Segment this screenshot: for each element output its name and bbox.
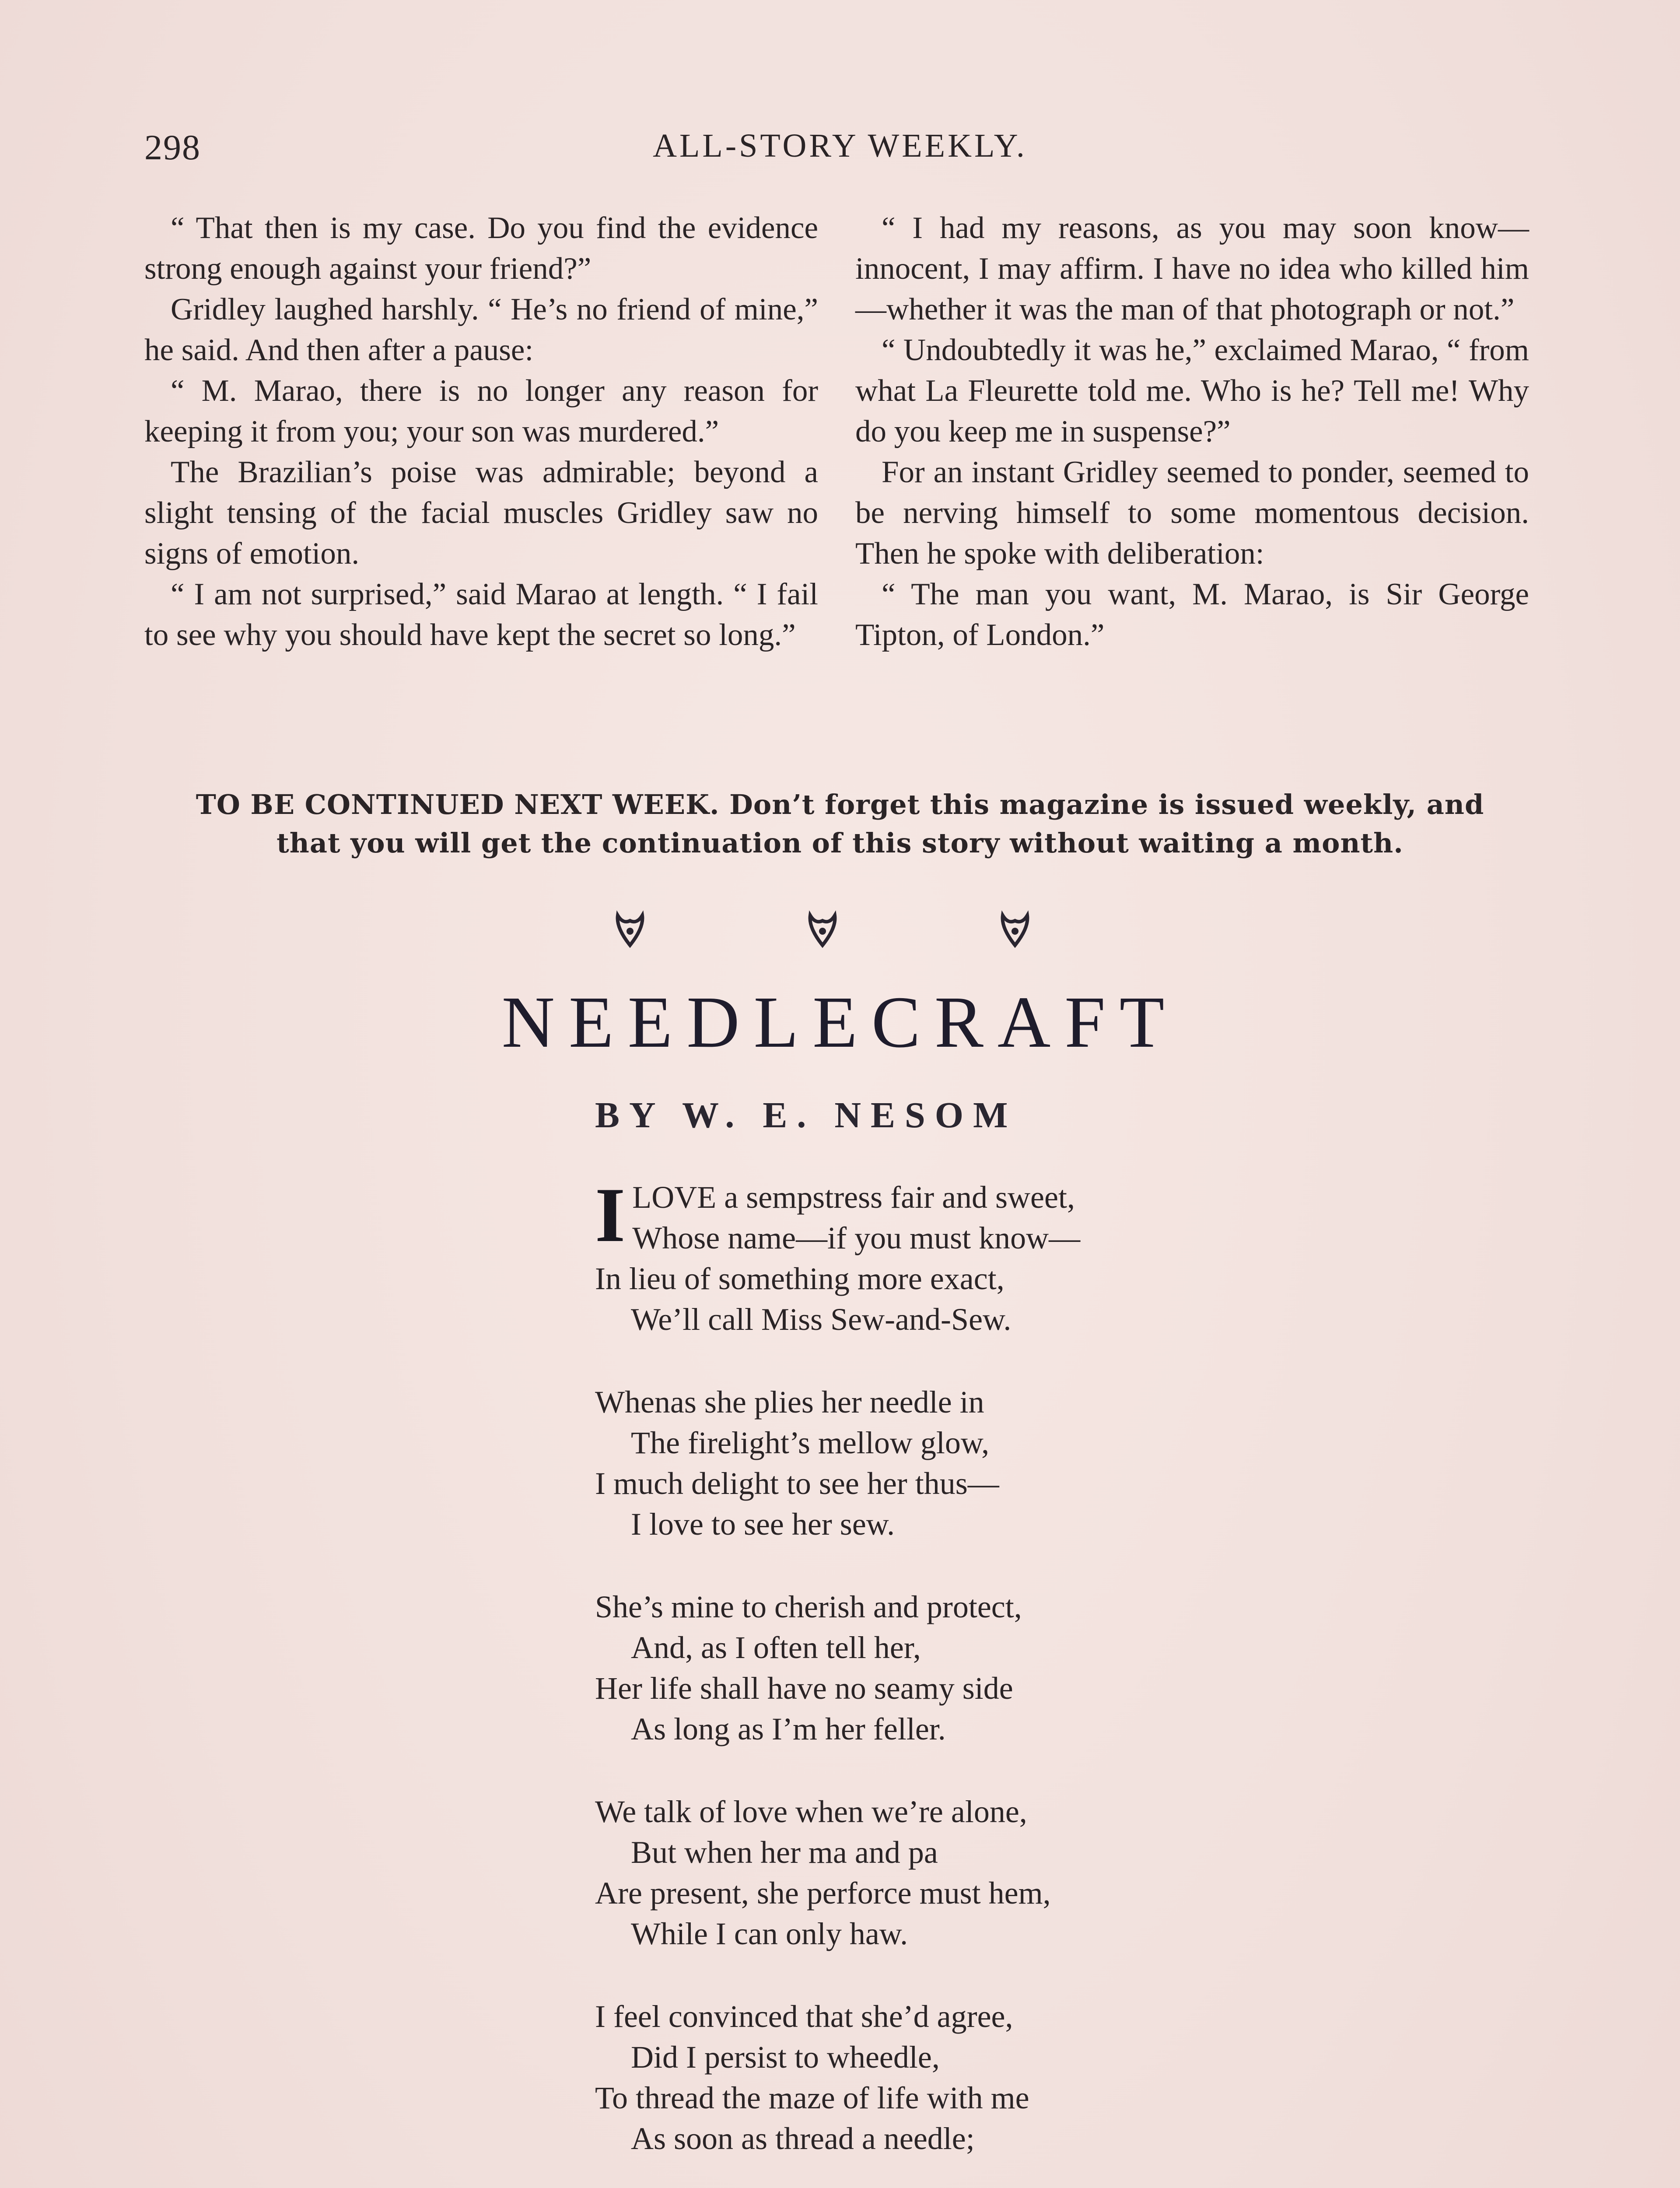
poem-line: As soon as thread a needle;	[631, 2121, 975, 2156]
page-header	[144, 127, 1536, 175]
poem-line: She’s mine to cherish and protect,	[595, 1589, 1022, 1624]
page-number: 298	[144, 127, 201, 167]
story-paragraph: “ That then is my case. Do you find the evidence strong enough against your friend?”	[144, 211, 818, 286]
running-head: ALL-STORY WEEKLY.	[653, 127, 1027, 164]
story-paragraph: “ M. Marao, there is no longer any reason for keeping it from you; your son was murdered.”	[144, 374, 818, 449]
poem-line: Whenas she plies her needle in	[595, 1385, 984, 1420]
poem-title: NEEDLECRAFT	[501, 982, 1179, 1063]
poem-line: I love to see her sew.	[631, 1507, 895, 1542]
poem-line: But when her ma and pa	[631, 1835, 938, 1870]
poem-line: We talk of love when we’re alone,	[595, 1794, 1027, 1829]
story-paragraph: For an instant Gridley seemed to ponder, seemed to be nerving himself to some momentous decision. Then he spoke with deliberation:	[855, 455, 1529, 571]
poem-line: LOVE a sempstress fair and sweet,	[632, 1180, 1075, 1215]
notice-line: TO BE CONTINUED NEXT WEEK. Don’t forget this magazine is issued weekly, and	[196, 789, 1484, 820]
poem-line: Did I persist to wheedle,	[631, 2040, 940, 2075]
right-column	[855, 208, 1529, 656]
poem-line: We’ll call Miss Sew-and-Sew.	[631, 1302, 1012, 1337]
poem-line: I much delight to see her thus—	[595, 1466, 999, 1501]
poem-stanza	[595, 1382, 1251, 1545]
story-paragraph: “ I am not surprised,” said Marao at length. “ I fail to see why you should have kept the secret so long.”	[144, 577, 818, 652]
continued-notice	[144, 785, 1536, 863]
poem-stanza	[595, 1587, 1251, 1750]
story-paragraph: “ Undoubtedly it was he,” exclaimed Marao, “ from what La Fleurette told me. Who is he? Tell me! Why do you keep me in suspense?”	[855, 333, 1529, 449]
story-paragraph: Gridley laughed harshly. “ He’s no friend of mine,” he said. And then after a pause:	[144, 292, 818, 367]
poem-line: Are present, she perforce must hem,	[595, 1876, 1051, 1911]
fleuron-icon	[612, 910, 648, 950]
poem-line: To thread the maze of life with me	[595, 2080, 1029, 2115]
fleuron-icon	[998, 910, 1032, 950]
poem-line: The firelight’s mellow glow,	[631, 1425, 990, 1460]
poem-stanza	[595, 1996, 1251, 2159]
poem-stanza	[595, 1171, 1251, 1340]
story-paragraph: The Brazilian’s poise was admirable; beyond a slight tensing of the facial muscles Gridley saw no signs of emotion.	[144, 455, 818, 571]
poem-byline: BY W. E. NESOM	[595, 1095, 1018, 1136]
left-column	[144, 208, 818, 656]
ornament-row	[612, 910, 1032, 958]
poem-stanza	[595, 1792, 1251, 1954]
notice-line: that you will get the continuation of this story without waiting a month.	[276, 827, 1404, 859]
poem-body	[595, 1171, 1251, 2188]
poem-line: Her life shall have no seamy side	[595, 1671, 1013, 1706]
drop-cap: I	[595, 1171, 626, 1258]
story-paragraph: “ I had my reasons, as you may soon know—innocent, I may affirm. I have no idea who killed him—whether it was the man of that photograph or not.”	[855, 211, 1529, 326]
poem-line: In lieu of something more exact,	[595, 1261, 1004, 1296]
story-columns	[144, 208, 1536, 794]
poem-line: Whose name—if you must know—	[632, 1220, 1081, 1255]
story-paragraph: “ The man you want, M. Marao, is Sir George Tipton, of London.”	[855, 577, 1529, 652]
fleuron-icon	[805, 910, 840, 950]
poem-line: While I can only haw.	[631, 1916, 908, 1951]
poem-line: As long as I’m her feller.	[631, 1711, 946, 1746]
poem-line: I feel convinced that she’d agree,	[595, 1999, 1013, 2034]
poem-line: And, as I often tell her,	[631, 1630, 921, 1665]
